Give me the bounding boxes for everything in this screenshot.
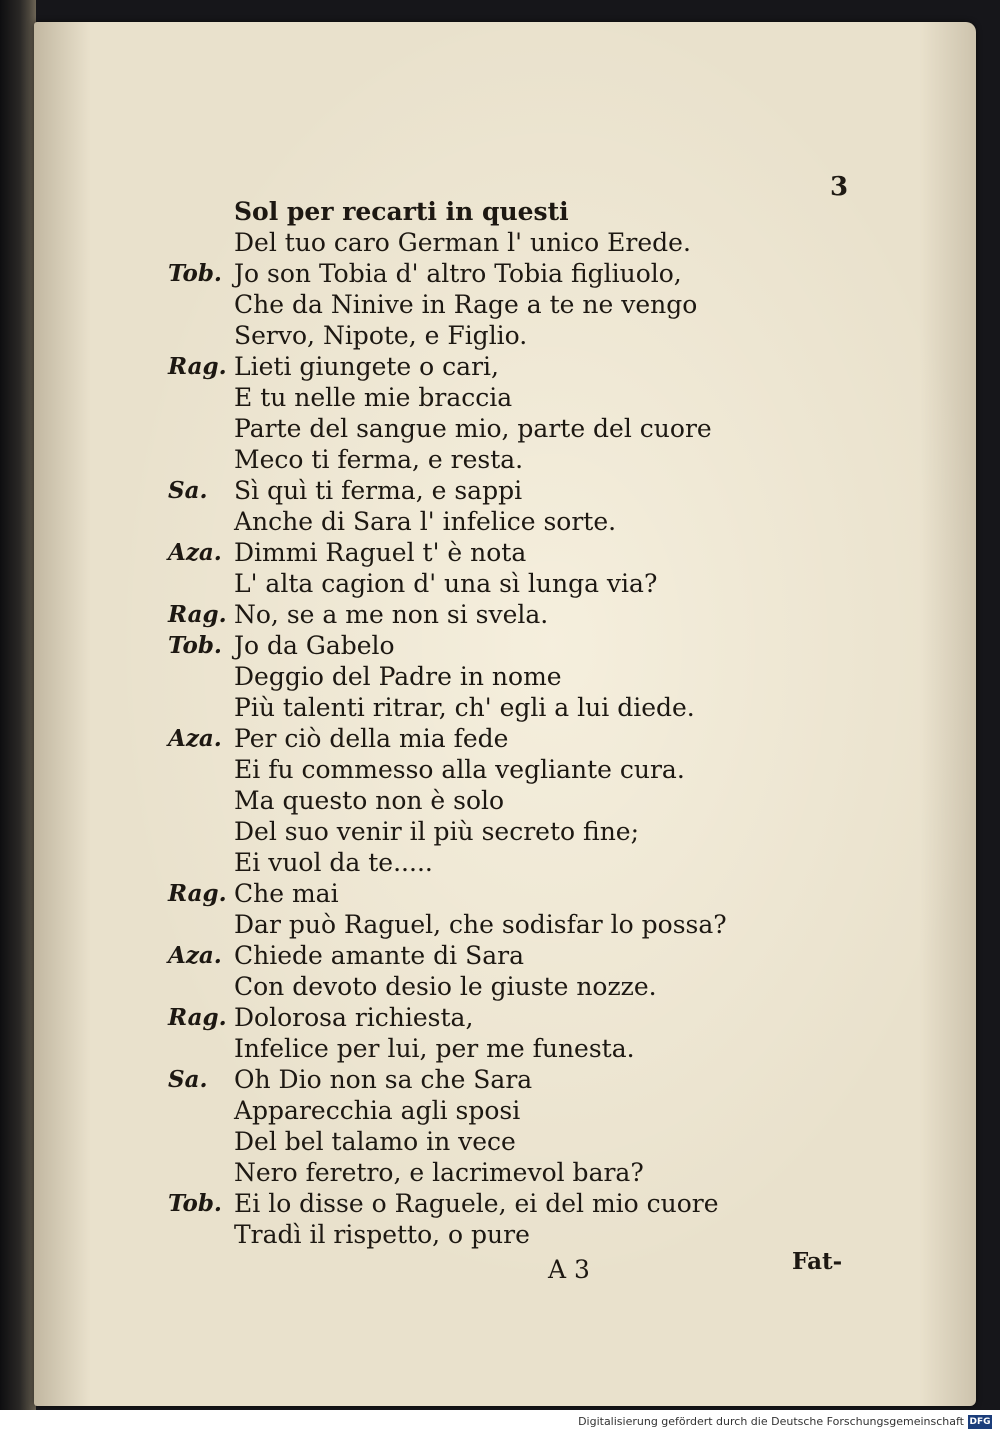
verse-text: Deggio del Padre in nome — [234, 662, 562, 691]
verse-text: Nero feretro, e lacrimevol bara? — [234, 1158, 644, 1187]
verse-text: Per ciò della mia fede — [234, 724, 509, 753]
dfg-logo: DFG — [969, 1417, 991, 1427]
printer-signature: A 3 — [548, 1255, 590, 1284]
verse-line — [0, 1188, 1000, 1219]
verse-line — [0, 940, 1000, 971]
speaker-label: Tob. — [168, 1190, 222, 1217]
verse-line — [0, 630, 1000, 661]
verse-line — [0, 909, 1000, 940]
verse-text: Meco ti ferma, e resta. — [234, 445, 524, 474]
verse-text: Tradì il rispetto, o pure — [234, 1220, 530, 1249]
verse-line — [0, 382, 1000, 413]
speaker-label: Sa. — [168, 477, 208, 504]
verse-line — [0, 537, 1000, 568]
speaker-label: Rag. — [168, 1004, 227, 1031]
verse-line — [0, 1126, 1000, 1157]
verse-text: E tu nelle mie braccia — [234, 383, 513, 412]
verse-line — [0, 971, 1000, 1002]
verse-line — [0, 258, 1000, 289]
verse-text: Che mai — [234, 879, 339, 908]
verse-line — [0, 785, 1000, 816]
verse-text: Più talenti ritrar, ch' egli a lui diede. — [234, 693, 695, 722]
verse-line — [0, 506, 1000, 537]
verse-text: Chiede amante di Sara — [234, 941, 525, 970]
verse-text: Con devoto desio le giuste nozze. — [234, 972, 657, 1001]
verse-text: Apparecchia agli sposi — [234, 1096, 521, 1125]
verse-line — [0, 196, 1000, 227]
speaker-label: Rag. — [168, 353, 227, 380]
speaker-label: Tob. — [168, 632, 222, 659]
verse-line — [0, 227, 1000, 258]
verse-text: Del bel talamo in vece — [234, 1127, 516, 1156]
verse-line — [0, 1157, 1000, 1188]
footer-bar — [0, 1410, 1000, 1436]
verse-text: Dimmi Raguel t' è nota — [234, 538, 527, 567]
speaker-label: Tob. — [168, 260, 222, 287]
verse-line — [0, 444, 1000, 475]
verse-text: L' alta cagion d' una sì lunga via? — [234, 569, 658, 598]
verse-line — [0, 692, 1000, 723]
speaker-label: Sa. — [168, 1066, 208, 1093]
verse-line — [0, 816, 1000, 847]
speaker-label: Aza. — [168, 725, 222, 752]
verse-line — [0, 661, 1000, 692]
verse-line — [0, 847, 1000, 878]
verse-line — [0, 599, 1000, 630]
speaker-label: Aza. — [168, 942, 222, 969]
verse-line — [0, 475, 1000, 506]
funding-credit: Digitalisierung gefördert durch die Deutsche Forschungsgemeinschaft — [578, 1415, 964, 1428]
verse-text: Infelice per lui, per me funesta. — [234, 1034, 635, 1063]
speaker-label: Aza. — [168, 539, 222, 566]
verse-line — [0, 1095, 1000, 1126]
verse-text: Lieti giungete o cari, — [234, 352, 499, 381]
verse-line — [0, 1219, 1000, 1250]
verse-text: Dolorosa richiesta, — [234, 1003, 474, 1032]
verse-line — [0, 1064, 1000, 1095]
verse-text: Jo son Tobia d' altro Tobia figliuolo, — [234, 259, 682, 288]
verse-text: Ma questo non è solo — [234, 786, 505, 815]
verse-line — [0, 878, 1000, 909]
verse-text: No, se a me non si svela. — [234, 600, 549, 629]
speaker-label: Rag. — [168, 880, 227, 907]
verse-line — [0, 289, 1000, 320]
verse-line — [0, 413, 1000, 444]
catchword: Fat- — [792, 1248, 843, 1275]
verse-line — [0, 351, 1000, 382]
verse-text: Ei fu commesso alla vegliante cura. — [234, 755, 685, 784]
verse-text: Oh Dio non sa che Sara — [234, 1065, 533, 1094]
verse-line — [0, 568, 1000, 599]
verse-line — [0, 723, 1000, 754]
verse-text: Ei vuol da te..... — [234, 848, 433, 877]
verse-text: Del suo venir il più secreto fine; — [234, 817, 640, 846]
verse-line — [0, 1033, 1000, 1064]
verse-line — [0, 1002, 1000, 1033]
verse-line — [0, 320, 1000, 351]
verse-text: Sol per recarti in questi — [234, 197, 569, 226]
verse-text: Che da Ninive in Rage a te ne vengo — [234, 290, 698, 319]
verse-text: Del tuo caro German l' unico Erede. — [234, 228, 691, 257]
verse-line — [0, 754, 1000, 785]
verse-text: Dar può Raguel, che sodisfar lo possa? — [234, 910, 727, 939]
verse-text: Servo, Nipote, e Figlio. — [234, 321, 528, 350]
verse-text: Sì quì ti ferma, e sappi — [234, 476, 523, 505]
speaker-label: Rag. — [168, 601, 227, 628]
verse-text: Jo da Gabelo — [234, 631, 395, 660]
verse-text: Parte del sangue mio, parte del cuore — [234, 414, 712, 443]
verse-text: Ei lo disse o Raguele, ei del mio cuore — [234, 1189, 719, 1218]
verse-text: Anche di Sara l' infelice sorte. — [234, 507, 617, 536]
page-corner-mark: 3 — [830, 172, 849, 202]
